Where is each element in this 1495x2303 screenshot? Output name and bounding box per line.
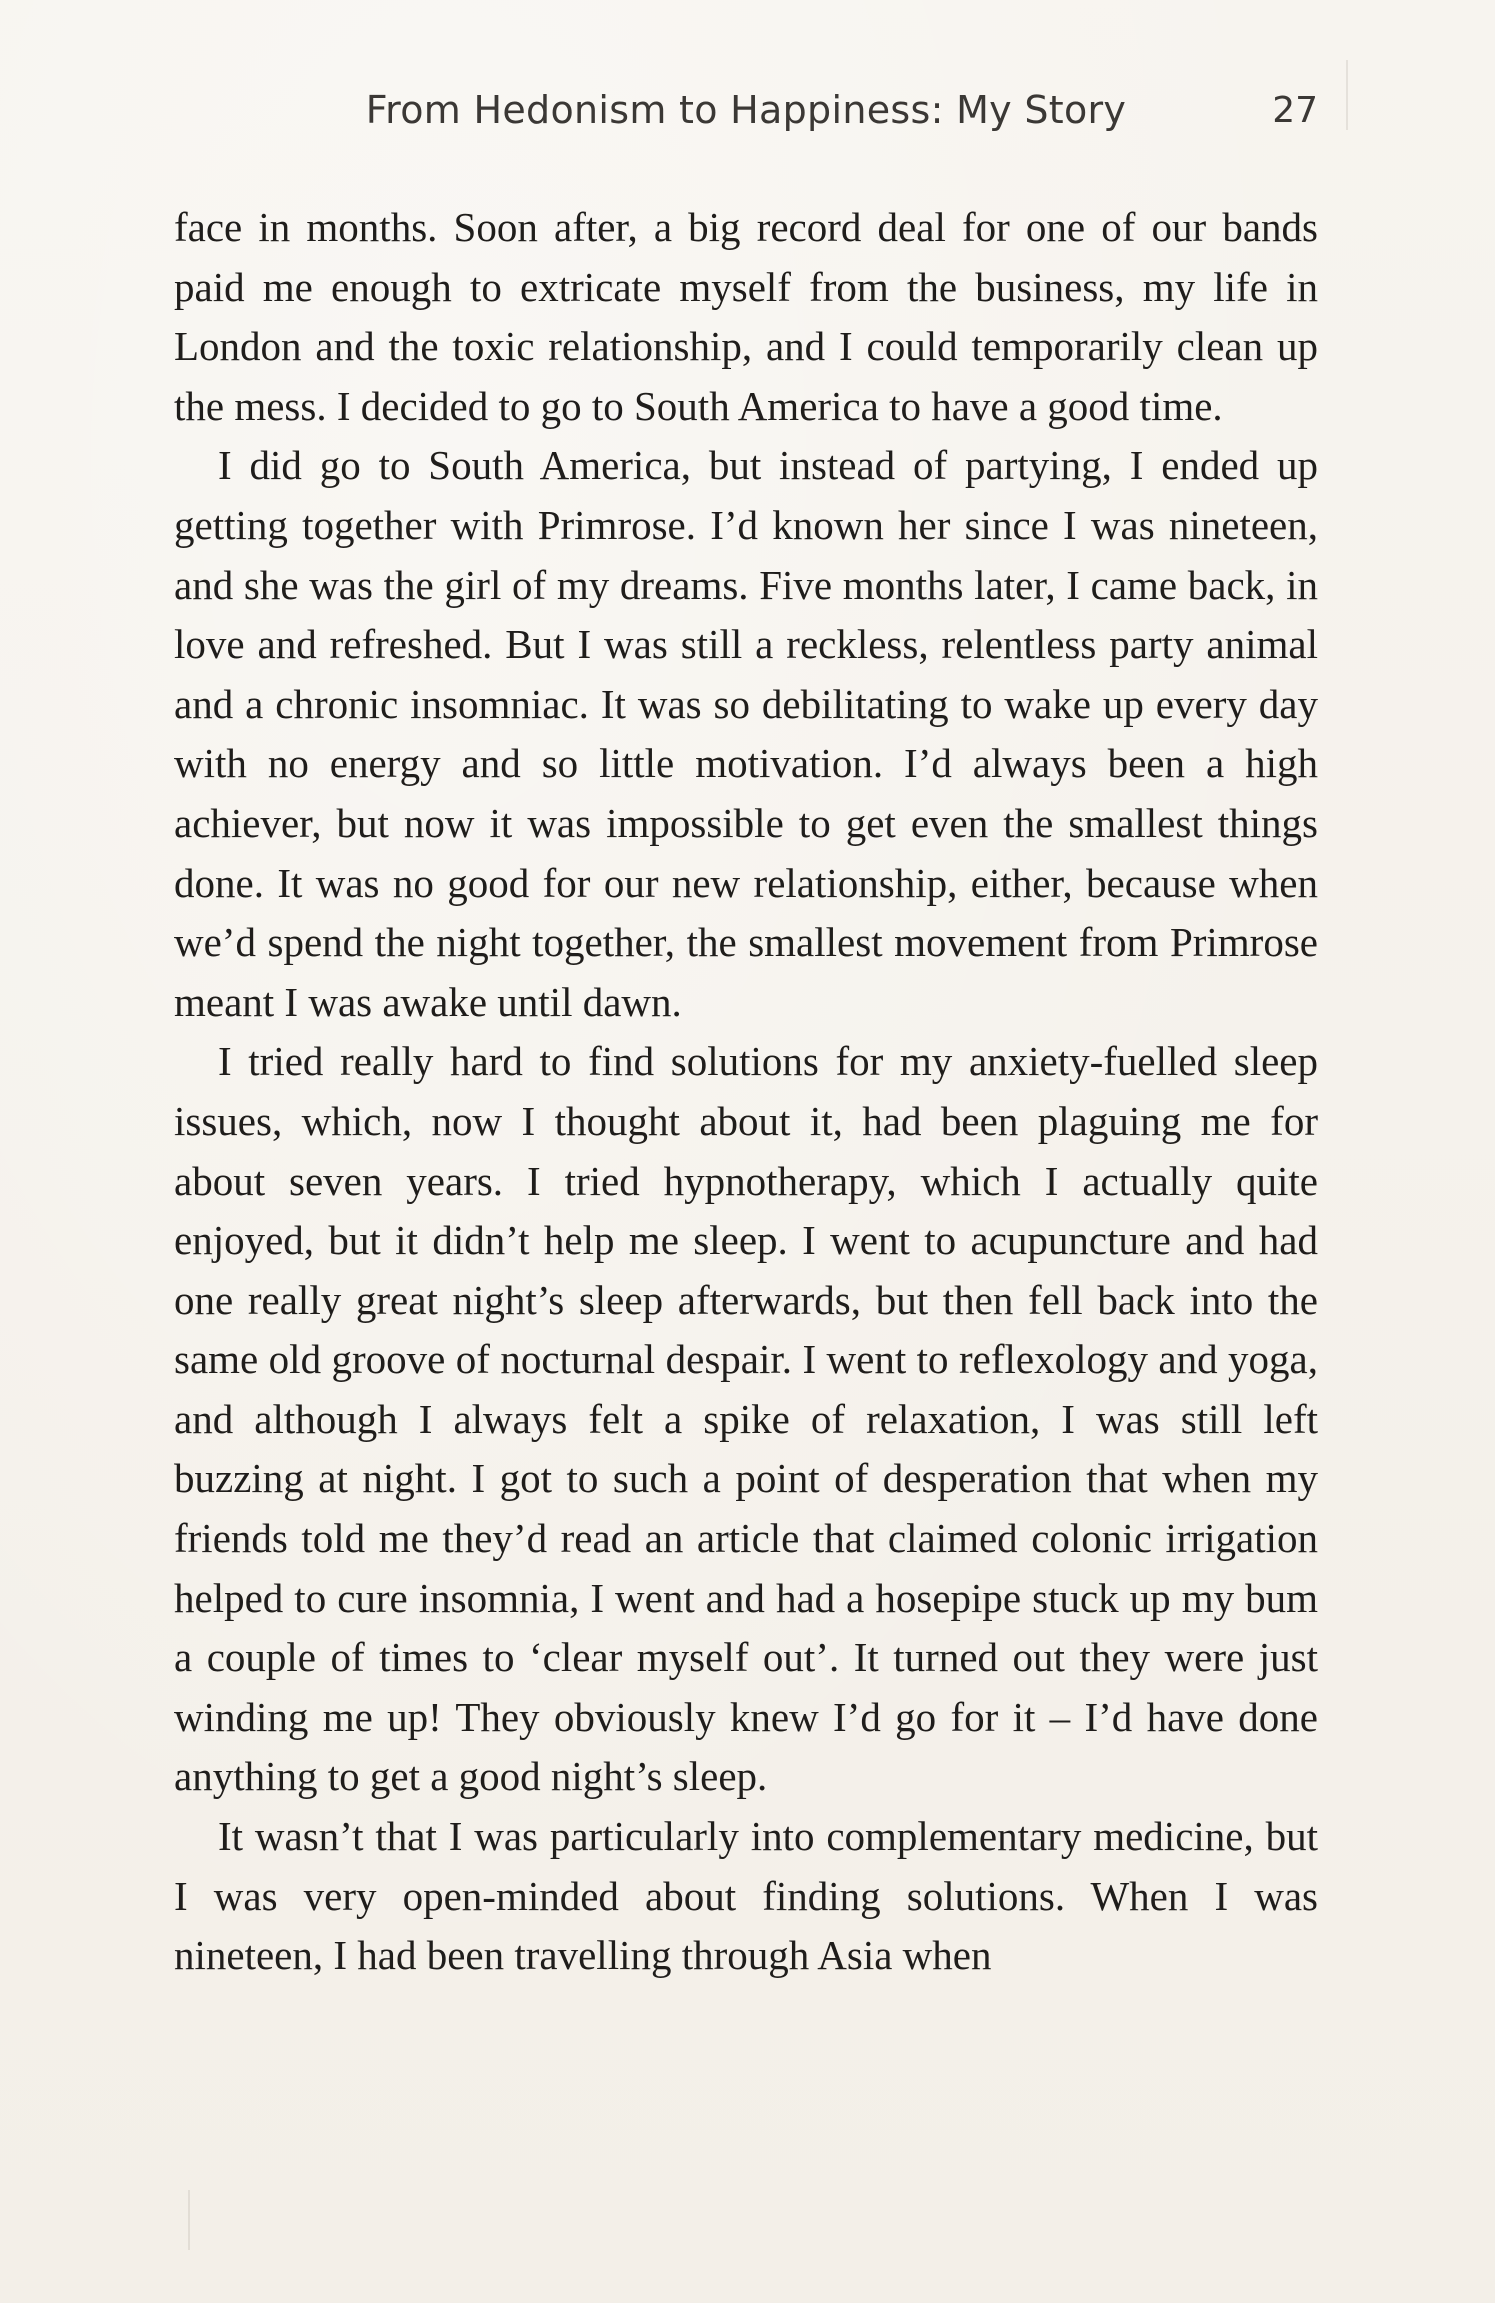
page-number: 27 [1272, 90, 1318, 131]
running-title: From Hedonism to Happiness: My Story [365, 88, 1127, 132]
running-header [174, 88, 1318, 144]
paragraph: I did go to South America, but instead of partying, I ended up getting together with Primrose. I’d known her since I was nineteen, and she was the girl of my dreams. Five months later, I came back, in love and refreshed. But I was still a reckless, relentless party animal and a chronic insomniac. It was so debilitating to wake up every day with no energy and so little motivation. I’d always been a high achiever, but now it was impossible to get even the smallest things done. It was no good for our new relationship, either, because when we’d spend the night together, the smallest movement from Primrose meant I was awake until dawn. [174, 442, 1318, 1025]
paragraph: It wasn’t that I was particularly into complementary medicine, but I was very open-minded about finding solutions. When I was nineteen, I had been travelling through Asia when [174, 1813, 1318, 1979]
scan-artifact [188, 2190, 190, 2250]
paragraph: I tried really hard to find solutions for my anxiety-fuelled sleep issues, which, now I thought about it, had been plaguing me for about seven years. I tried hypnotherapy, which I actually quite enjoyed, but it didn’t help me sleep. I went to acupuncture and had one really great night’s sleep afterwards, but then fell back into the same old groove of nocturnal despair. I went to reflexology and yoga, and although I always felt a spike of relaxation, I was still left buzzing at night. I got to such a point of desperation that when my friends told me they’d read an article that claimed colonic irrigation helped to cure insomnia, I went and had a hosepipe stuck up my bum a couple of times to ‘clear myself out’. It turned out they were just winding me up! They obviously knew I’d go for it – I’d have done anything to get a good night’s sleep. [174, 1038, 1318, 1800]
body-text [174, 198, 1318, 1986]
scan-artifact [1346, 60, 1348, 130]
paragraph: face in months. Soon after, a big record deal for one of our bands paid me enough to extricate myself from the business, my life in London and the toxic relationship, and I could temporarily clean up the mess. I decided to go to South America to have a good time. [174, 204, 1318, 429]
